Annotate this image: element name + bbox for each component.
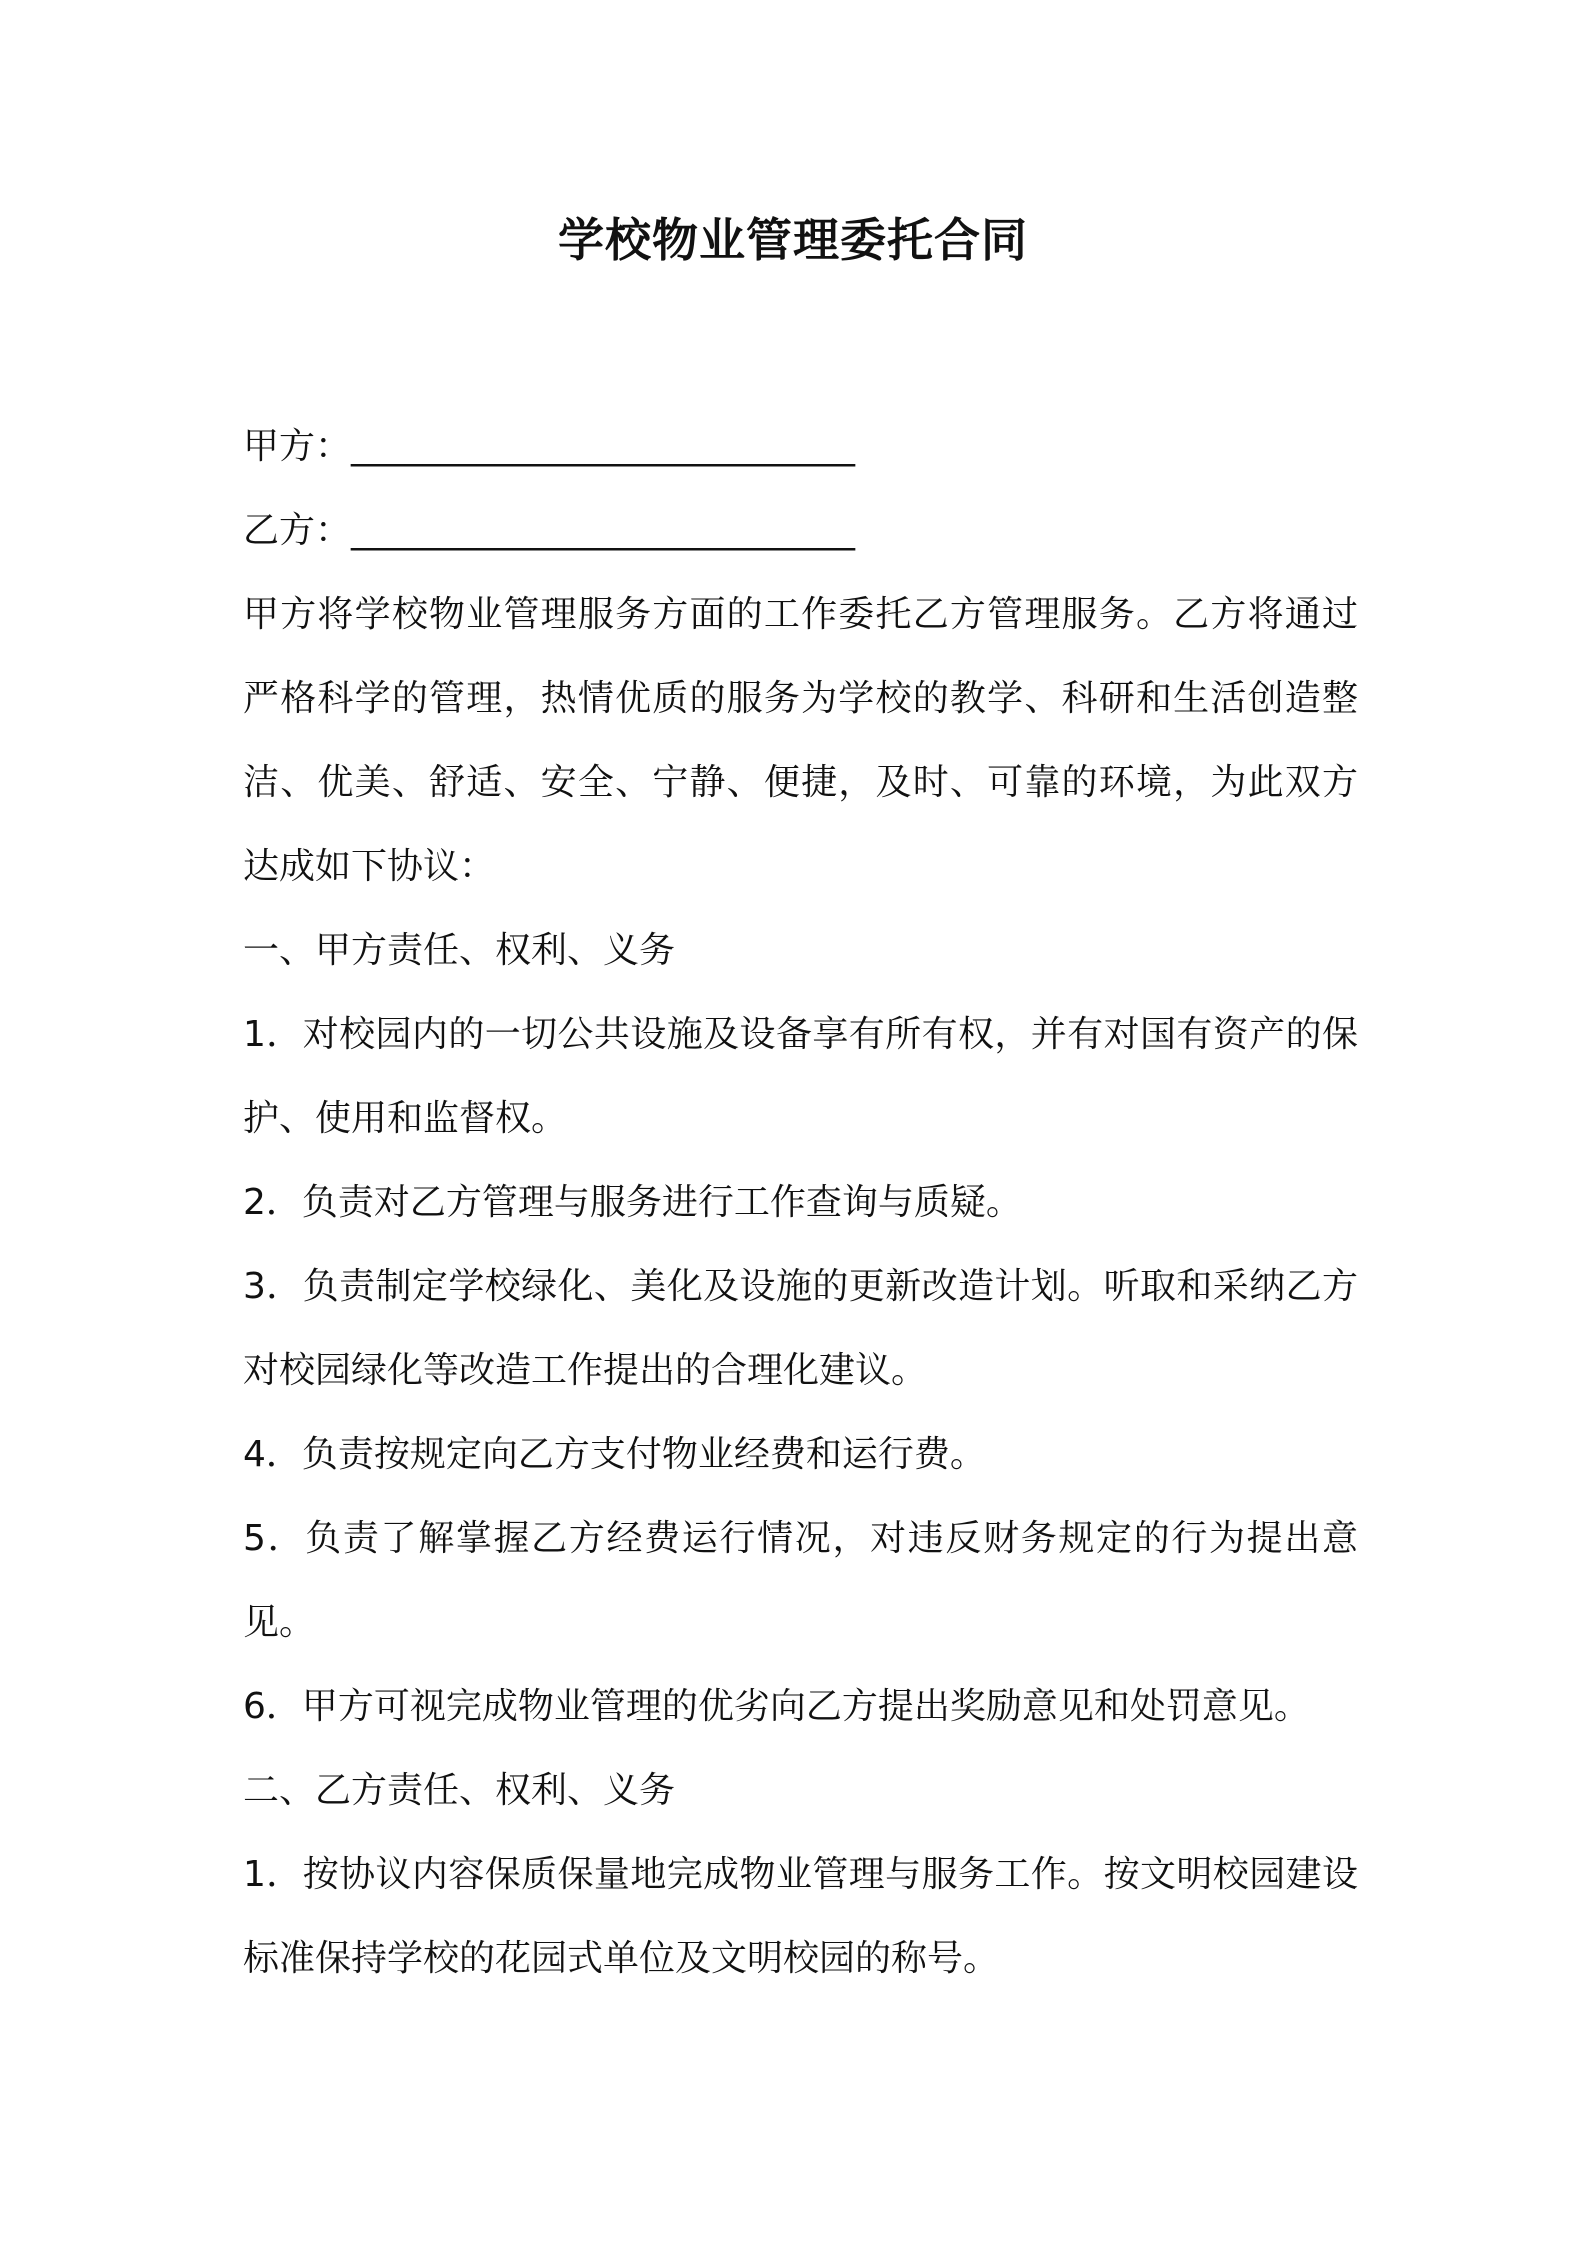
section-1-heading: 一、甲方责任、权利、义务 [243,930,676,971]
section-1-item: 2．负责对乙方管理与服务进行工作查询与质疑。 [243,1182,1022,1223]
section-1-item: 6．甲方可视完成物业管理的优劣向乙方提出奖励意见和处罚意见。 [243,1686,1310,1727]
party-b-blank: ____________________________ [351,510,856,551]
section-1-item: 5．负责了解掌握乙方经费运行情况，对违反财务规定的行为提出意见。 [243,1518,1358,1643]
document-title: 学校物业管理委托合同 [558,213,1028,267]
party-b-label: 乙方： [243,510,352,551]
section-1-item: 3．负责制定学校绿化、美化及设施的更新改造计划。听取和采纳乙方对校园绿化等改造工作提出的合理化建议。 [243,1266,1358,1391]
party-b-line [243,489,1358,573]
section-2-heading: 二、乙方责任、权利、义务 [243,1770,676,1811]
party-a-blank: ____________________________ [351,426,856,467]
section-2-item: 1．按协议内容保质保量地完成物业管理与服务工作。按文明校园建设标准保持学校的花园式单位及文明校园的称号。 [243,1854,1358,1979]
section-1-item: 4．负责按规定向乙方支付物业经费和运行费。 [243,1434,986,1475]
party-a-line [243,405,1358,489]
party-a-label: 甲方： [243,426,352,467]
section-1-item: 1．对校园内的一切公共设施及设备享有所有权，并有对国有资产的保护、使用和监督权。 [243,1014,1358,1139]
document-body [243,405,1358,2001]
preamble-paragraph: 甲方将学校物业管理服务方面的工作委托乙方管理服务。乙方将通过严格科学的管理，热情优质的服务为学校的教学、科研和生活创造整洁、优美、舒适、安全、宁静、便捷，及时、可靠的环境，为此双方达成如下协议： [243,594,1358,887]
